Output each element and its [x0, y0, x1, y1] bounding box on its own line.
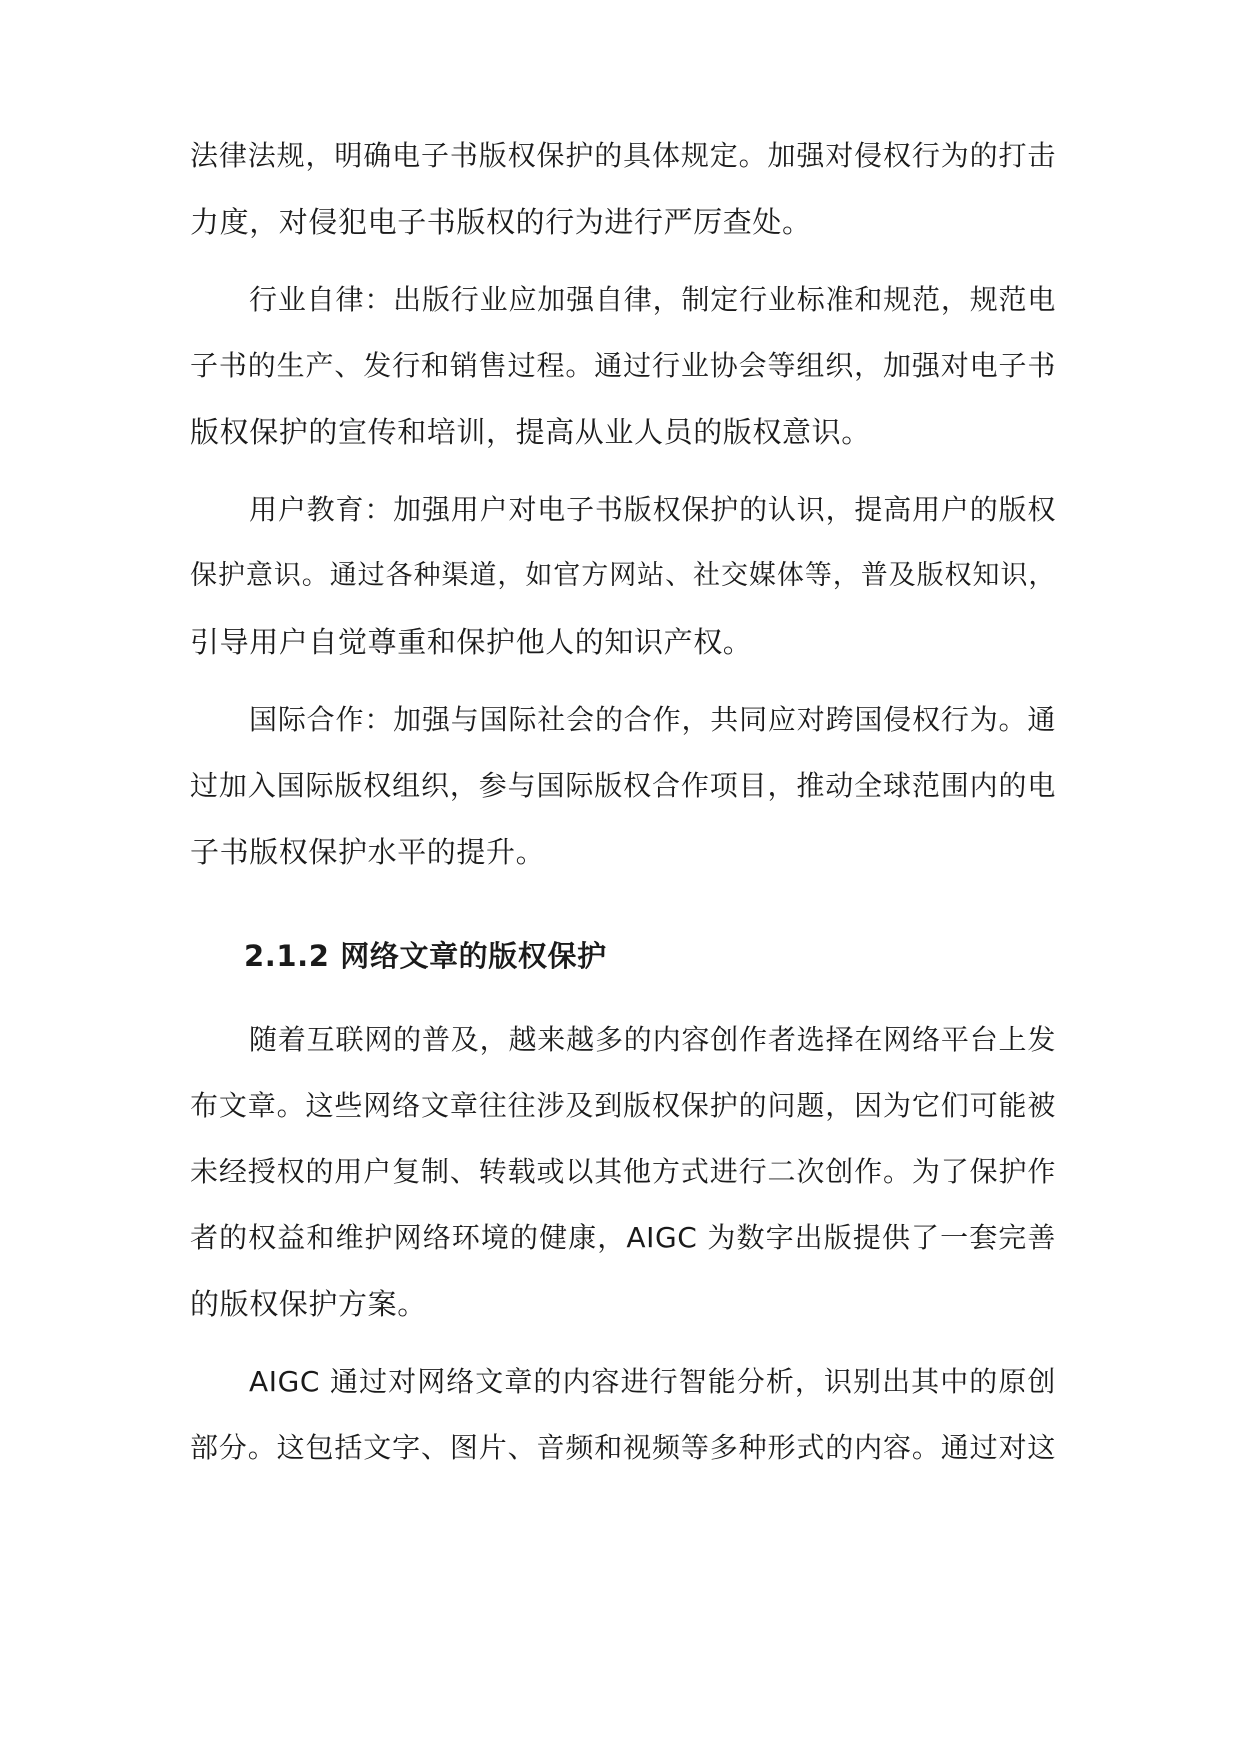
paragraph-line: 行业自律：出版行业应加强自律，制定行业标准和规范，规范电: [249, 283, 1056, 316]
paragraph-line: 布文章。这些网络文章往往涉及到版权保护的问题，因为它们可能被: [190, 1089, 1056, 1122]
section-heading: 2.1.2 网络文章的版权保护: [244, 939, 607, 973]
paragraph-line: 部分。这包括文字、图片、音频和视频等多种形式的内容。通过对这: [190, 1431, 1056, 1464]
paragraph-line: 的版权保护方案。: [190, 1287, 427, 1321]
paragraph-line: 过加入国际版权组织，参与国际版权合作项目，推动全球范围内的电: [190, 769, 1056, 802]
paragraph-line: 随着互联网的普及，越来越多的内容创作者选择在网络平台上发: [249, 1023, 1056, 1056]
paragraph-line: 未经授权的用户复制、转载或以其他方式进行二次创作。为了保护作: [190, 1155, 1056, 1188]
paragraph-line: 子书版权保护水平的提升。: [190, 835, 546, 869]
paragraph-line: 引导用户自觉尊重和保护他人的知识产权。: [190, 625, 753, 659]
paragraph-line: 子书的生产、发行和销售过程。通过行业协会等组织，加强对电子书: [190, 349, 1056, 382]
paragraph-line: AIGC 通过对网络文章的内容进行智能分析，识别出其中的原创: [249, 1365, 1056, 1398]
paragraph-line: 用户教育：加强用户对电子书版权保护的认识，提高用户的版权: [249, 493, 1056, 526]
paragraph-line: 版权保护的宣传和培训，提高从业人员的版权意识。: [190, 415, 871, 449]
paragraph-line: 保护意识。通过各种渠道，如官方网站、社交媒体等，普及版权知识，: [190, 560, 1056, 591]
paragraph-line: 者的权益和维护网络环境的健康，AIGC 为数字出版提供了一套完善: [190, 1221, 1056, 1254]
paragraph-line: 国际合作：加强与国际社会的合作，共同应对跨国侵权行为。通: [249, 703, 1056, 736]
paragraph-line: 力度，对侵犯电子书版权的行为进行严厉查处。: [190, 205, 812, 239]
paragraph-line: 法律法规，明确电子书版权保护的具体规定。加强对侵权行为的打击: [190, 139, 1056, 172]
